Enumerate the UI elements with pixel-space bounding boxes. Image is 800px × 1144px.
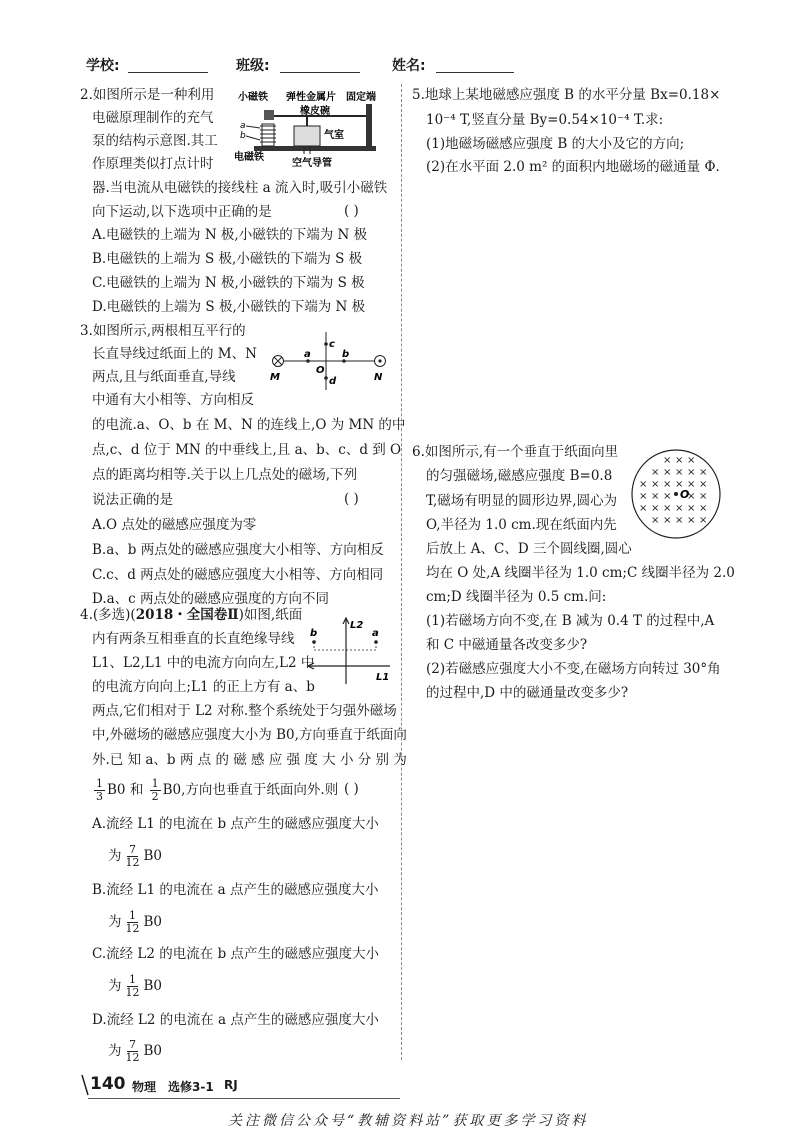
q4-frac-tail: ,方向也垂直于纸面向外.则 [181,782,339,798]
q6-line-2: 的匀强磁场,磁感应强度 B=0.8 [426,468,613,484]
q3-label-o: O [316,365,325,376]
field-cross-mark: × [687,503,696,514]
column-divider [401,84,402,1060]
q4-label-l1: L1 [376,672,390,683]
q4-line-2: 内有两条互相垂直的长直绝缘导线 [92,631,295,647]
q2-label-air-chamber: 气室 [324,130,344,141]
field-cross-mark: × [699,467,708,478]
q6-field-diagram [628,448,724,540]
q4-label-l2: L2 [350,620,364,631]
field-cross-mark: × [663,503,672,514]
field-cross-mark: × [639,491,648,502]
field-cross-mark: × [663,467,672,478]
field-cross-mark: × [675,467,684,478]
q2-option-b[interactable]: B.电磁铁的上端为 S 极,小磁铁的下端为 S 极 [92,251,363,267]
class-field[interactable] [280,72,360,73]
q2-answer-paren[interactable]: ( ) [344,203,359,219]
q5-line-4: (2)在水平面 2.0 m² 的面积内地磁场的磁通量 Φ. [426,159,720,175]
q4-option-a[interactable]: A.流经 L1 的电流在 b 点产生的磁感应强度大小 [92,816,379,832]
q6-line-3: T,磁场有明显的圆形边界,圆心为 [426,493,618,509]
school-field[interactable] [128,72,208,73]
q3-line-7: 点的距离均相等.关于以上几点处的磁场,下列 [92,467,358,483]
q3-point-c [324,342,328,346]
q4-label-b: b [310,628,318,639]
q3-option-c[interactable]: C.c、d 两点处的磁感应强度大小相等、方向相同 [92,567,384,583]
field-cross-mark: × [651,467,660,478]
q5-line-1: 5.地球上某地磁感应强度 B 的水平分量 Bx=0.18× [412,87,721,103]
field-cross-mark: × [687,455,696,466]
q3-line-4: 中通有大小相等、方向相反 [92,392,254,408]
q3-line-5: 的电流.a、O、b 在 M、N 的连线上,O 为 MN 的中 [92,417,406,433]
field-cross-mark: × [663,491,672,502]
field-cross-mark: × [663,455,672,466]
q3-line-8: 说法正确的是 [92,492,173,508]
q6-label-o: O [680,488,690,501]
footer-rule [88,1098,400,1099]
q3-point-d [324,376,328,380]
field-cross-mark: × [651,515,660,526]
q4-source: 2018・全国卷Ⅱ [135,607,239,623]
q6-line-8: (1)若磁场方向不变,在 B 减为 0.4 T 的过程中,A [426,613,715,629]
q4-frac-1: $\frac{1}{3}$ [96,777,103,803]
q2-label-air-pipe: 空气导管 [292,158,332,169]
q4-line-8: $\frac{1}{3}$ B0 和 $\frac{1}{2}$ B0,方向也垂直于纸面向外.则 [96,777,339,803]
q2-pump-diagram [234,88,386,170]
q6-line-4: O,半径为 1.0 cm.现在纸面内先 [426,517,617,533]
q6-line-5: 后放上 A、C、D 三个圆线圈,圆心 [426,541,632,557]
q2-line-2: 电磁原理制作的充气 [92,110,214,126]
footer-subject: 物理 [132,1080,157,1094]
field-cross-mark: × [639,479,648,490]
field-cross-mark: × [699,515,708,526]
q2-line-6: 向下运动,以下选项中正确的是 [92,204,272,220]
q2-label-fixed-end: 固定端 [346,92,376,103]
q3-label-c: c [329,339,335,350]
q6-line-10: (2)若磁感应强度大小不变,在磁场方向转过 30°角 [426,661,721,677]
field-cross-mark: × [663,479,672,490]
q6-line-7: cm;D 线圈半径为 0.5 cm.问: [426,589,607,605]
class-label: 班级: [236,58,270,74]
q6-line-9: 和 C 中磁通量各改变多少? [426,637,588,653]
q4-frac-2: $\frac{1}{2}$ [151,777,159,803]
field-cross-mark: × [675,479,684,490]
q4-line-1-prefix: 4.(多选)( [80,607,136,623]
footer-book: 选修3-1 [168,1080,214,1094]
q3-label-n: N [374,372,383,383]
q2-line-5: 器.当电流从电磁铁的接线柱 a 流入时,吸引小磁铁 [92,180,388,196]
field-cross-mark: × [687,467,696,478]
q3-option-d[interactable]: D.a、c 两点处的磁感应强度的方向不同 [92,591,330,607]
q4-label-a: a [372,628,379,639]
q6-line-1: 6.如图所示,有一个垂直于纸面向里 [412,444,619,460]
q2-option-a[interactable]: A.电磁铁的上端为 N 极,小磁铁的下端为 N 极 [92,227,368,243]
q3-wires-diagram [264,330,394,394]
q3-option-a[interactable]: A.O 点处的磁感应强度为零 [92,517,257,533]
q4-option-a-value: 为 $\frac{7}{12}$ B0 [108,843,163,869]
q2-line-3: 泵的结构示意图.其工 [92,133,218,149]
q6-line-11: 的过程中,D 中的磁通量改变多少? [426,685,629,701]
q3-label-m: M [270,372,280,383]
field-cross-mark: × [651,491,660,502]
field-cross-mark: × [675,515,684,526]
q4-point-a [374,640,378,644]
q3-option-b[interactable]: B.a、b 两点处的磁感应强度大小相等、方向相反 [92,542,384,558]
q3-line-1: 3.如图所示,两根相互平行的 [80,323,246,339]
q4-option-d[interactable]: D.流经 L2 的电流在 a 点产生的磁感应强度大小 [92,1012,379,1028]
q4-option-b[interactable]: B.流经 L1 的电流在 a 点产生的磁感应强度大小 [92,882,379,898]
q2-label-spring-plate: 弹性金属片 [286,92,336,103]
q2-line-1: 2.如图所示是一种利用 [80,87,215,103]
footer-slash [80,1074,90,1096]
q3-answer-paren[interactable]: ( ) [344,491,359,507]
footer-edition: RJ [224,1078,238,1092]
field-cross-mark: × [699,479,708,490]
q4-and: 和 [129,782,144,798]
q5-line-2: 10⁻⁴ T,竖直分量 By=0.54×10⁻⁴ T.求: [426,112,664,128]
q3-label-a: a [304,349,311,360]
q4-option-d-value: 为 $\frac{7}{12}$ B0 [108,1038,163,1064]
q2-option-d[interactable]: D.电磁铁的上端为 S 极,小磁铁的下端为 N 极 [92,299,366,315]
q2-label-rubber-bowl: 橡皮碗 [300,106,330,117]
q2-air-chamber [294,126,320,146]
q4-line-1-suffix: )如图,纸面 [238,607,303,623]
field-cross-mark: × [651,479,660,490]
q2-right-wall [366,104,372,150]
q3-label-b: b [342,349,350,360]
q4-answer-paren[interactable]: ( ) [344,781,359,797]
q3-line-2: 长直导线过纸面上的 M、N [92,346,257,362]
field-cross-mark: × [699,503,708,514]
q6-center-dot [674,492,678,496]
q3-line-6: 点,c、d 位于 MN 的中垂线上,且 a、b、c、d 到 O [92,442,402,458]
q4-line-7: 外.已 知 a、b 两 点 的 磁 感 应 强 度 大 小 分 别 为 [92,752,407,768]
q6-line-6: 均在 O 处,A 线圈半径为 1.0 cm;C 线圈半径为 2.0 [426,565,735,581]
q2-label-electromagnet: 电磁铁 [234,152,264,163]
q4-line-4: 的电流方向向上;L1 的正上方有 a、b [92,679,315,695]
q4-point-b [312,640,316,644]
q2-line-4: 作原理类似打点计时 [92,156,214,172]
q4-line-3: L1、L2,L1 中的电流方向向左,L2 中 [92,655,315,671]
q2-label-small-magnet: 小磁铁 [238,92,268,103]
q2-label-a: a [240,121,246,131]
q4-option-c[interactable]: C.流经 L2 的电流在 b 点产生的磁感应强度大小 [92,946,379,962]
watermark: 关注微信公众号“教辅资料站”获取更多学习资料 [228,1113,589,1129]
q4-line-5: 两点,它们相对于 L2 对称.整个系统处于匀强外磁场 [92,703,397,719]
q2-electromagnet [262,124,274,146]
field-cross-mark: × [663,515,672,526]
q5-line-3: (1)地磁场磁感应强度 B 的大小及它的方向; [426,136,685,152]
field-cross-mark: × [639,503,648,514]
q2-base [254,146,376,151]
field-cross-mark: × [675,455,684,466]
q3-label-d: d [329,376,337,387]
footer [80,1074,400,1096]
q4-line-1 [80,606,302,624]
page-number: 140 [90,1074,126,1094]
q4-option-c-value: 为 $\frac{1}{12}$ B0 [108,973,163,999]
q3-line-3: 两点,且与纸面垂直,导线 [92,369,236,385]
q2-option-c[interactable]: C.电磁铁的上端为 N 极,小磁铁的下端为 S 极 [92,275,365,291]
school-label: 学校: [86,58,120,74]
field-cross-mark: × [687,491,696,502]
q4-option-b-value: 为 $\frac{1}{12}$ B0 [108,909,163,935]
field-cross-mark: × [675,503,684,514]
field-cross-mark: × [699,491,708,502]
q4-wires-diagram [300,614,396,686]
q2-label-b: b [240,131,246,141]
name-field[interactable] [436,72,514,73]
field-cross-mark: × [687,479,696,490]
name-label: 姓名: [392,58,426,74]
field-cross-mark: × [651,503,660,514]
q4-line-6: 中,外磁场的磁感应强度大小为 B0,方向垂直于纸面向 [92,727,407,743]
q2-small-magnet [264,110,274,120]
field-cross-mark: × [687,515,696,526]
